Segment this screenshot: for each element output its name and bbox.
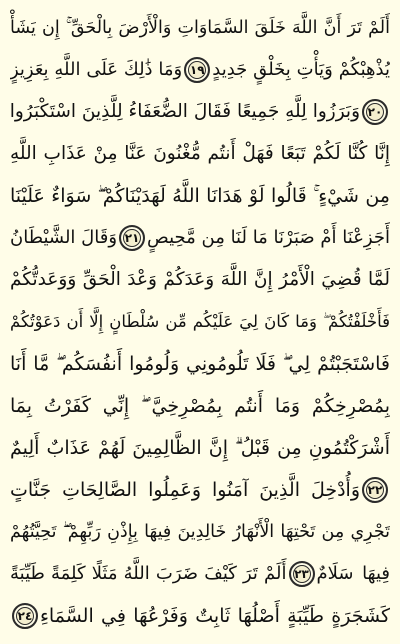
verse-line-text: فَأَخْلَفْتُكُمْ ۖ وَمَا كَانَ لِيَ عَلَيْكُم مِّن سُلْطَانٍ إِلَّا أَن دَعَوْتُكُمْ — [10, 312, 390, 331]
verse-line-text: تَجْرِي مِن تَحْتِهَا الْأَنْهَارُ خَالِدِينَ فِيهَا بِإِذْنِ رَبِّهِمْ ۖ تَحِيَّتُهُمْ — [10, 522, 390, 542]
verse-line — [10, 554, 390, 594]
verse-line — [10, 428, 390, 468]
verse-line-text: أَجَزِعْنَا أَمْ صَبَرْنَا مَا لَنَا مِن مَّحِيصٍ — [147, 227, 390, 248]
ayah-number-marker: ٢٣ — [289, 561, 315, 587]
verse-line-text: أَلَمْ تَرَ كَيْفَ ضَرَبَ اللَّهُ مَثَلًا كَلِمَةً طَيِّبَةً — [10, 563, 287, 584]
verse-line-text: أَشْرَكْتُمُونِ مِن قَبْلُ ۗ إِنَّ الظَّالِمِينَ لَهُمْ عَذَابٌ أَلِيمٌ — [10, 437, 390, 459]
ayah-number-marker: ٢١ — [119, 225, 145, 251]
verse-line — [10, 470, 390, 510]
verse-line-text: مِن شَيْءٍ ۚ قَالُوا لَوْ هَدَانَا اللَّهُ لَهَدَيْنَاكُمْ ۖ سَوَاءٌ عَلَيْنَا — [10, 185, 390, 207]
verse-line — [10, 386, 390, 426]
ayah-number-marker: ٢٠ — [362, 99, 388, 125]
verse-line-text: وَقَالَ الشَّيْطَانُ — [10, 227, 118, 248]
verse-line — [10, 344, 390, 384]
verse-line-text: أَلَمْ تَرَ أَنَّ اللَّهَ خَلَقَ السَّمَاوَاتِ وَالْأَرْضَ بِالْحَقِّ ۚ إِن يَشَأْ — [10, 18, 390, 38]
verse-line-text: وَأُدْخِلَ الَّذِينَ آمَنُوا وَعَمِلُوا الصَّالِحَاتِ جَنَّاتٍ — [10, 479, 360, 501]
verse-line — [10, 50, 390, 90]
verse-line — [10, 302, 390, 342]
verse-line — [10, 134, 390, 174]
verse-line-text: بِمُصْرِخِكُمْ وَمَا أَنتُم بِمُصْرِخِيَّ ۖ إِنِّي كَفَرْتُ بِمَا — [10, 395, 390, 417]
verse-line — [10, 8, 390, 48]
verse-line — [10, 218, 390, 258]
verse-line — [10, 176, 390, 216]
verse-line-text: وَبَرَزُوا لِلَّهِ جَمِيعًا فَقَالَ الضُّعَفَاءُ لِلَّذِينَ اسْتَكْبَرُوا — [10, 101, 360, 122]
verse-line — [10, 512, 390, 552]
verse-line-text: لَمَّا قُضِيَ الْأَمْرُ إِنَّ اللَّهَ وَعَدَكُمْ وَعْدَ الْحَقِّ وَوَعَدتُّكُمْ — [10, 269, 390, 290]
verse-line — [10, 596, 390, 636]
verse-line-text: فَاسْتَجَبْتُمْ لِي ۖ فَلَا تَلُومُونِي وَلُومُوا أَنفُسَكُم ۖ مَّا أَنَا — [10, 353, 390, 375]
verse-line-text: إِنَّا كُنَّا لَكُمْ تَبَعًا فَهَلْ أَنتُم مُّغْنُونَ عَنَّا مِنْ عَذَابِ اللَّهِ — [10, 143, 390, 164]
verse-line — [10, 92, 390, 132]
verse-line — [10, 260, 390, 300]
verse-line-text: وَمَا ذَٰلِكَ عَلَى اللَّهِ بِعَزِيزٍ — [10, 59, 183, 80]
ayah-number-marker: ٢٤ — [12, 603, 38, 629]
verse-line-text: فِيهَا سَلَامٌ — [316, 563, 390, 584]
ayah-number-marker: ١٩ — [184, 57, 210, 83]
verse-line-text: يُذْهِبْكُمْ وَيَأْتِ بِخَلْقٍ جَدِيدٍ — [212, 59, 390, 80]
ayah-number-marker: ٢٢ — [362, 477, 388, 503]
verse-line-text: كَشَجَرَةٍ طَيِّبَةٍ أَصْلُهَا ثَابِتٌ وَفَرْعُهَا فِي السَّمَاءِ — [40, 605, 390, 627]
